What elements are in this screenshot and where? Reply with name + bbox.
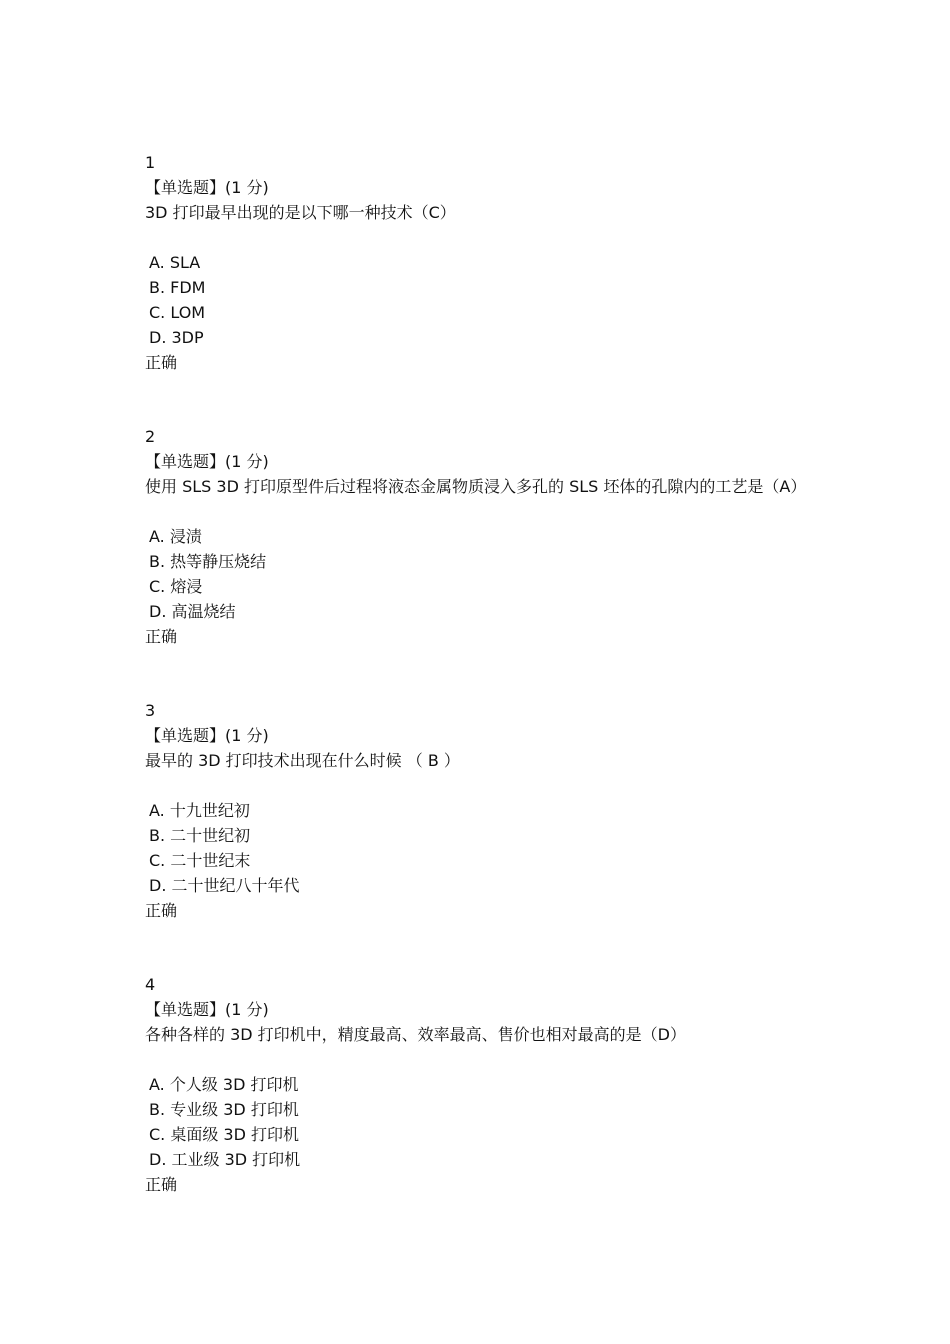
question-result: 正确 (145, 353, 178, 372)
option-c: C. LOM (149, 303, 206, 322)
question-result: 正确 (145, 1175, 178, 1194)
question-result: 正确 (145, 901, 178, 920)
question-result: 正确 (145, 627, 178, 646)
question-number: 3 (145, 701, 156, 720)
quiz-document (145, 150, 810, 1246)
question-type: 【单选题】(1 分) (145, 726, 269, 745)
question-stem: 各种各样的 3D 打印机中，精度最高、效率最高、售价也相对最高的是（D） (145, 1025, 686, 1044)
question-4 (145, 972, 810, 1197)
question-type: 【单选题】(1 分) (145, 452, 269, 471)
question-stem: 最早的 3D 打印技术出现在什么时候 （ B ） (145, 751, 460, 770)
option-b: B. 二十世纪初 (149, 826, 251, 845)
option-c: C. 二十世纪末 (149, 851, 251, 870)
option-d: D. 高温烧结 (149, 602, 236, 621)
option-c: C. 熔浸 (149, 577, 203, 596)
option-a: A. 个人级 3D 打印机 (149, 1075, 299, 1094)
question-type: 【单选题】(1 分) (145, 1000, 269, 1019)
spacer (145, 1047, 810, 1072)
option-a: A. 浸渍 (149, 527, 202, 546)
question-1 (145, 150, 810, 375)
question-2 (145, 424, 810, 649)
option-c: C. 桌面级 3D 打印机 (149, 1125, 300, 1144)
question-number: 2 (145, 427, 156, 446)
question-type: 【单选题】(1 分) (145, 178, 269, 197)
question-3 (145, 698, 810, 923)
question-number: 4 (145, 975, 156, 994)
option-b: B. FDM (149, 278, 206, 297)
spacer (145, 499, 810, 524)
spacer (145, 225, 810, 250)
option-b: B. 热等静压烧结 (149, 552, 267, 571)
option-a: A. 十九世纪初 (149, 801, 250, 820)
question-stem: 3D 打印最早出现的是以下哪一种技术（C） (145, 203, 456, 222)
question-number: 1 (145, 153, 156, 172)
option-d: D. 3DP (149, 328, 204, 347)
option-d: D. 工业级 3D 打印机 (149, 1150, 301, 1169)
question-stem: 使用 SLS 3D 打印原型件后过程将液态金属物质浸入多孔的 SLS 坯体的孔隙内的工艺是（A） (145, 477, 807, 496)
option-d: D. 二十世纪八十年代 (149, 876, 300, 895)
option-a: A. SLA (149, 253, 201, 272)
option-b: B. 专业级 3D 打印机 (149, 1100, 299, 1119)
spacer (145, 773, 810, 798)
